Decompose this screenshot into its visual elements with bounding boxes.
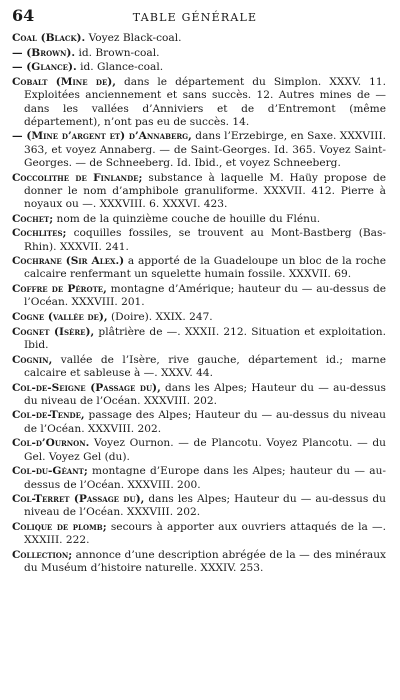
entry-text: id. Brown-coal. — [75, 46, 160, 59]
page-header — [12, 6, 386, 32]
index-entry — [12, 311, 386, 324]
entry-headword: Cognin, — [12, 353, 53, 366]
entry-text: Voyez Ournon. — de Plancotu. Voyez Plancotu. — du Gel. Voyez Gel (du). — [24, 437, 386, 463]
entry-headword: Colique de plomb; — [12, 521, 107, 534]
entry-headword: Col-de-Seigne (Passage du), — [12, 381, 161, 394]
entry-headword: Cochlites; — [12, 227, 67, 240]
entry-headword: — (Brown). — [12, 46, 76, 59]
entry-headword: Cobalt (Mine de), — [12, 76, 116, 89]
page-number: 64 — [12, 6, 35, 25]
index-entry — [12, 549, 386, 575]
entry-headword: Cognet (Isère), — [12, 325, 95, 338]
index-entry — [12, 493, 386, 519]
index-entry — [12, 521, 386, 547]
entry-text: annonce d’une description abrégée de la — des minéraux du Muséum d’histoire naturelle. XXXIV. 253. — [24, 549, 386, 575]
entry-headword: Coffre de Pérote, — [12, 283, 107, 296]
entry-text: passage des Alpes; Hauteur du — au-dessus du niveau de l’Océan. XXXVIII. 202. — [24, 409, 386, 435]
index-entry — [12, 130, 386, 170]
index-entry — [12, 382, 386, 408]
entry-headword: Cochrane (Sir Alex.) — [12, 255, 125, 268]
entry-headword: Coal (Black). — [12, 32, 86, 44]
index-entry — [12, 76, 386, 129]
entry-headword: — (Glance). — [12, 61, 77, 74]
entry-text: vallée de l’Isère, rive gauche, département id.; marne calcaire et sableuse à —. XXXV. 44. — [24, 353, 386, 379]
index-entry — [12, 47, 386, 60]
entry-headword: Col-d’Ournon. — [12, 437, 90, 450]
entry-text: Voyez Black-coal. — [85, 32, 182, 44]
entry-text: nom de la quinzième couche de houille du Flénu. — [53, 212, 321, 225]
index-entries — [12, 32, 386, 575]
index-entry — [12, 227, 386, 253]
entry-headword: — (Mine d’argent et) d’Annaberg, — [12, 130, 192, 143]
index-entry — [12, 172, 386, 212]
entry-headword: Cogne (vallée de), — [12, 311, 108, 324]
entry-text: a apporté de la Guadeloupe un bloc de la roche calcaire renfermant un squelette humain fossile. XXXVII. 69. — [24, 255, 387, 281]
index-entry — [12, 213, 386, 226]
entry-text: id. Glance-coal. — [76, 61, 164, 74]
running-title: TABLE GÉNÉRALE — [132, 11, 258, 24]
index-entry — [12, 255, 386, 281]
entry-text: dans l’Erzebirge, en Saxe. XXXVIII. 363, et voyez Annaberg. — de Saint-Georges. Id. 365. Voyez Saint-Georges. — de Schneeberg. Id. Ibid., et voyez Schneeberg. — [24, 130, 386, 169]
index-entry — [12, 326, 386, 352]
index-entry — [12, 354, 386, 380]
index-entry — [12, 465, 386, 491]
entry-text: secours à apporter aux ouvriers attaqués de la —. XXXIII. 222. — [24, 521, 386, 547]
entry-text: substance à laquelle M. Haüy propose de donner le nom d’amphibole granuliforme. XXXVII. 412. Pierre à noyaux ou —. XXXVIII. 6. XXXVI. 423. — [24, 171, 386, 210]
entry-text: dans les Alpes; Hauteur du — au-dessus du niveau de l’Océan. XXXVIII. 202. — [24, 381, 386, 407]
entry-text: plâtrière de —. XXXII. 212. Situation et exploitation. Ibid. — [24, 325, 386, 351]
entry-text: montagne d’Europe dans les Alpes; hauteur du — au-dessus de l’Océan. XXXVIII. 200. — [24, 465, 386, 491]
entry-text: dans les Alpes; Hauteur du — au-dessus du niveau de l’Océan. XXXVIII. 202. — [24, 493, 387, 519]
entry-headword: Cochet; — [12, 212, 54, 225]
entry-text: dans le département du Simplon. XXXV. 11. Exploitées anciennement et sans succès. 12. Autres mines de — dans les vallées d’Anniviers et de d’Entremont (même département), n’ont pas eu de succès. 14. — [24, 76, 386, 128]
entry-headword: Col-du-Géant; — [12, 465, 88, 478]
entry-text: montagne d’Amérique; hauteur du — au-dessus de l’Océan. XXXVIII. 201. — [24, 283, 386, 309]
index-entry — [12, 283, 386, 309]
entry-headword: Col-Terret (Passage du), — [12, 493, 145, 506]
entry-headword: Collection; — [12, 549, 73, 562]
entry-headword: Coccolithe de Finlande; — [12, 171, 143, 184]
index-entry — [12, 32, 386, 45]
entry-text: coquilles fossiles, se trouvent au Mont-Bastberg (Bas-Rhin). XXXVII. 241. — [24, 227, 386, 253]
index-entry — [12, 61, 386, 74]
entry-text: (Doire). XXIX. 247. — [107, 311, 213, 324]
index-entry — [12, 437, 386, 463]
entry-headword: Col-de-Tende, — [12, 409, 85, 422]
index-entry — [12, 409, 386, 435]
